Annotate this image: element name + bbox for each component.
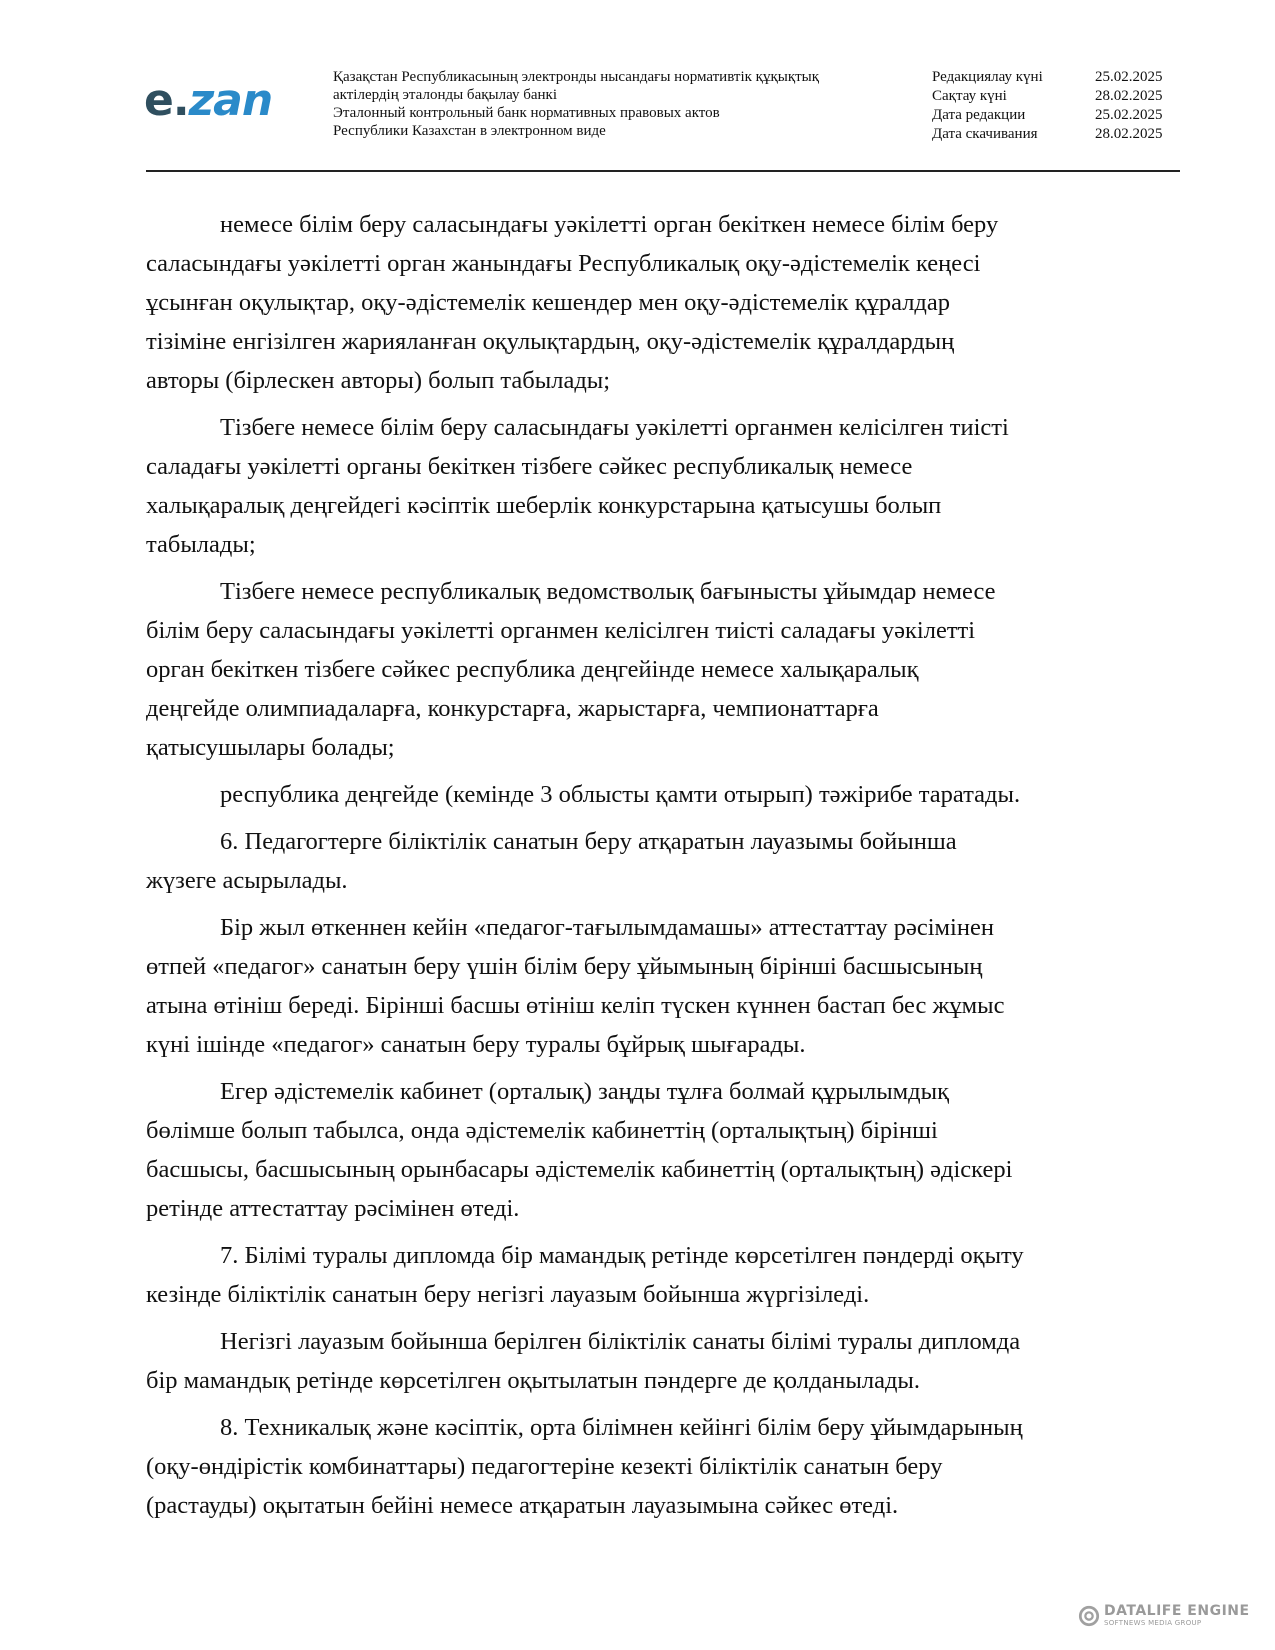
text-line: бір мамандық ретінде көрсетілген оқытылатын пәндерге де қолданылады. [146, 1367, 921, 1394]
meta-row [932, 87, 1175, 106]
text-line: Негізгі лауазым бойынша берілген біліктілік санаты білімі туралы дипломда [220, 1328, 1021, 1355]
header-title [333, 68, 893, 140]
paragraph [146, 572, 1186, 767]
meta-label: Сақтау күні [932, 88, 1007, 104]
text-line: Тізбеге немесе республикалық ведомстволық бағынысты ұйымдар немесе [220, 578, 996, 605]
text-line: 8. Техникалық және кәсіптік, орта білімнен кейінгі білім беру ұйымдарының [220, 1414, 1023, 1441]
text-line: Бір жыл өткеннен кейін «педагог-тағылымдамашы» аттестаттау рәсімінен [220, 914, 994, 941]
meta-value: 25.02.2025 [1095, 69, 1163, 85]
meta-value: 25.02.2025 [1095, 107, 1163, 123]
text-line: тізіміне енгізілген жарияланған оқулықтардың, оқу-әдістемелік құралдардың [146, 328, 955, 355]
logo-part-e: e. [144, 75, 189, 126]
ezan-logo [144, 76, 272, 126]
paragraph [146, 205, 1186, 400]
text-line: саласындағы уәкілетті орган жанындағы Республикалық оқу-әдістемелік кеңесі [146, 250, 981, 277]
text-line: республика деңгейде (кемінде 3 облысты қамти отырып) тәжірибе таратады. [220, 781, 1021, 808]
header-divider [146, 170, 1180, 172]
text-line: 6. Педагогтерге біліктілік санатын беру атқаратын лауазымы бойынша [220, 828, 957, 855]
paragraph [146, 408, 1186, 564]
text-line: қатысушылары болады; [146, 734, 395, 761]
paragraph [146, 775, 1186, 814]
meta-value: 28.02.2025 [1095, 88, 1163, 104]
watermark [1078, 1604, 1250, 1627]
text-line: 7. Білімі туралы дипломда бір мамандық ретінде көрсетілген пәндерді оқыту [220, 1242, 1024, 1269]
text-line: немесе білім беру саласындағы уәкілетті орган бекіткен немесе білім беру [220, 211, 999, 238]
text-line: ұсынған оқулықтар, оқу-әдістемелік кешендер мен оқу-әдістемелік құралдар [146, 289, 951, 316]
text-line: халықаралық деңгейдегі кәсіптік шеберлік конкурстарына қатысушы болып [146, 492, 942, 519]
text-line: бөлімше болып табылса, онда әдістемелік кабинеттің (орталықтың) бірінші [146, 1117, 938, 1144]
header-meta [932, 68, 1175, 144]
logo-part-zan: zan [188, 75, 273, 126]
meta-label: Дата редакции [932, 107, 1026, 123]
header-title-line: Республики Казахстан в электронном виде [333, 123, 606, 139]
header-title-line: актілердің эталонды бақылау банкі [333, 87, 557, 103]
text-line: деңгейде олимпиадаларға, конкурстарға, жарыстарға, чемпионаттарға [146, 695, 879, 722]
text-line: өтпей «педагог» санатын беру үшін білім беру ұйымының бірінші басшысының [146, 953, 983, 980]
meta-value: 28.02.2025 [1095, 126, 1163, 142]
text-line: табылады; [146, 531, 256, 558]
text-line: Тізбеге немесе білім беру саласындағы уәкілетті органмен келісілген тиісті [220, 414, 1009, 441]
text-line: білім беру саласындағы уәкілетті органмен келісілген тиісті саладағы уәкілетті [146, 617, 976, 644]
text-line: басшысы, басшысының орынбасары әдістемелік кабинеттің (орталықтың) әдіскері [146, 1156, 1013, 1183]
text-line: ретінде аттестаттау рәсімінен өтеді. [146, 1195, 520, 1222]
meta-row [932, 68, 1175, 87]
meta-label: Дата скачивания [932, 126, 1038, 142]
text-line: кезінде біліктілік санатын беру негізгі лауазым бойынша жүргізіледі. [146, 1281, 870, 1308]
text-line: (растауды) оқытатын бейіні немесе атқаратын лауазымына сәйкес өтеді. [146, 1492, 899, 1519]
paragraph [146, 1236, 1186, 1314]
text-line: атына өтініш береді. Бірінші басшы өтініш келіп түскен күннен бастап бес жұмыс [146, 992, 1005, 1019]
document-body [146, 205, 1186, 1533]
datalife-logo-icon [1078, 1605, 1100, 1627]
watermark-subtitle: SOFTNEWS MEDIA GROUP [1104, 1619, 1202, 1627]
meta-label: Редакциялау күні [932, 69, 1043, 85]
text-line: Егер әдістемелік кабинет (орталық) заңды тұлға болмай құрылымдық [220, 1078, 949, 1105]
meta-row [932, 106, 1175, 125]
paragraph [146, 1072, 1186, 1228]
paragraph [146, 822, 1186, 900]
paragraph [146, 908, 1186, 1064]
header-title-line: Эталонный контрольный банк нормативных правовых актов [333, 105, 720, 121]
paragraph [146, 1408, 1186, 1525]
watermark-title: DATALIFE ENGINE [1104, 1603, 1250, 1619]
text-line: (оқу-өндірістік комбинаттары) педагогтеріне кезекті біліктілік санатын беру [146, 1453, 943, 1480]
text-line: саладағы уәкілетті органы бекіткен тізбеге сәйкес республикалық немесе [146, 453, 913, 480]
meta-row [932, 125, 1175, 144]
text-line: күні ішінде «педагог» санатын беру туралы бұйрық шығарады. [146, 1031, 806, 1058]
paragraph [146, 1322, 1186, 1400]
document-header [0, 0, 1275, 175]
header-title-line: Қазақстан Республикасының электронды нысандағы нормативтік құқықтық [333, 69, 820, 85]
text-line: авторы (бірлескен авторы) болып табылады; [146, 367, 611, 394]
text-line: орган бекіткен тізбеге сәйкес республика деңгейінде немесе халықаралық [146, 656, 919, 683]
text-line: жүзеге асырылады. [146, 867, 348, 894]
